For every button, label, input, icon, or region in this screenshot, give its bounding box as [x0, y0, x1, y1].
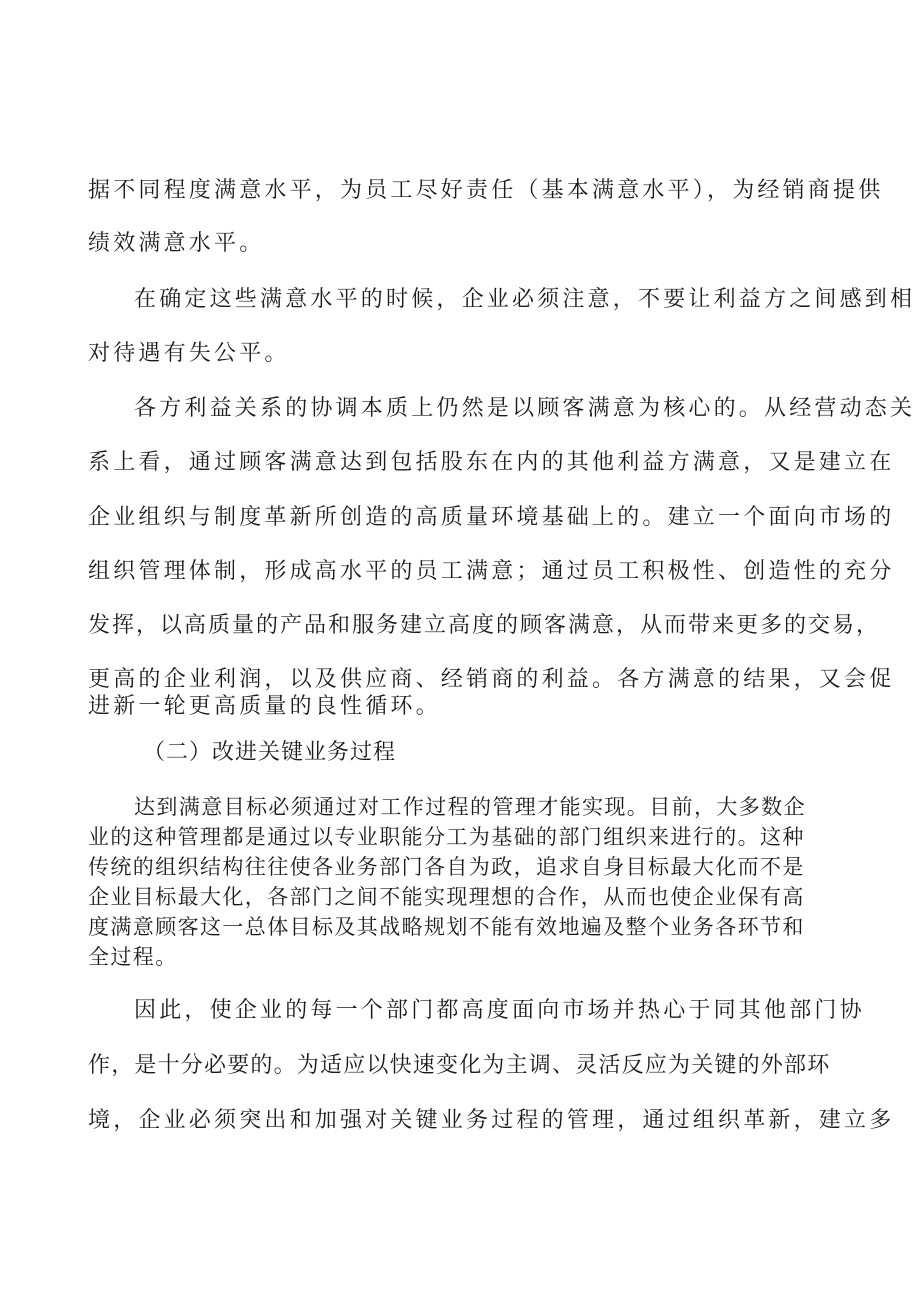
paragraph-4-line-1: 达到满意目标必须通过对工作过程的管理才能实现。目前，大多数企 [134, 795, 806, 819]
paragraph-1-line-1: 据不同程度满意水平，为员工尽好责任（基本满意水平），为经销商提供 [88, 178, 884, 203]
paragraph-2-line-1: 在确定这些满意水平的时候，企业必须注意，不要让利益方之间感到相 [134, 287, 916, 312]
paragraph-4-line-6: 全过程。 [88, 945, 178, 969]
paragraph-3-line-2: 系上看，通过顾客满意达到包括股东在内的其他利益方满意，又是建立在 [88, 450, 895, 475]
paragraph-4-line-5: 度满意顾客这一总体目标及其战略规划不能有效地遍及整个业务各环节和 [88, 915, 805, 939]
paragraph-2-line-2: 对待遇有失公平。 [88, 341, 290, 366]
paragraph-4-line-3: 传统的组织结构往往使各业务部门各自为政，追求自身目标最大化而不是 [88, 855, 805, 879]
paragraph-1-line-2: 绩效满意水平。 [88, 231, 265, 256]
paragraph-3-line-5: 发挥，以高质量的产品和服务建立高度的顾客满意，从而带来更多的交易， [88, 613, 881, 638]
paragraph-3-line-4: 组织管理体制，形成高水平的员工满意；通过员工积极性、创造性的充分 [88, 559, 895, 584]
paragraph-5-line-1: 因此，使企业的每一个部门都高度面向市场并热心于同其他部门协 [134, 998, 865, 1023]
paragraph-5-line-3: 境，企业必须突出和加强对关键业务过程的管理，通过组织革新，建立多 [88, 1108, 895, 1133]
paragraph-3-line-1: 各方利益关系的协调本质上仍然是以顾客满意为核心的。从经营动态关 [134, 396, 916, 421]
paragraph-3-line-6: 更高的企业利润，以及供应商、经销商的利益。各方满意的结果，又会促 [88, 667, 895, 692]
paragraph-4-line-2: 业的这种管理都是通过以专业职能分工为基础的部门组织来进行的。这种 [88, 825, 805, 849]
section-heading: （二）改进关键业务过程 [143, 740, 397, 765]
paragraph-3-line-7: 进新一轮更高质量的良性循环。 [88, 694, 441, 719]
paragraph-5-line-2: 作，是十分必要的。为适应以快速变化为主调、灵活反应为关键的外部环 [88, 1053, 831, 1078]
paragraph-4-line-4: 企业目标最大化，各部门之间不能实现理想的合作，从而也使企业保有高 [88, 885, 805, 909]
paragraph-3-line-3: 企业组织与制度革新所创造的高质量环境基础上的。建立一个面向市场的 [88, 505, 895, 530]
